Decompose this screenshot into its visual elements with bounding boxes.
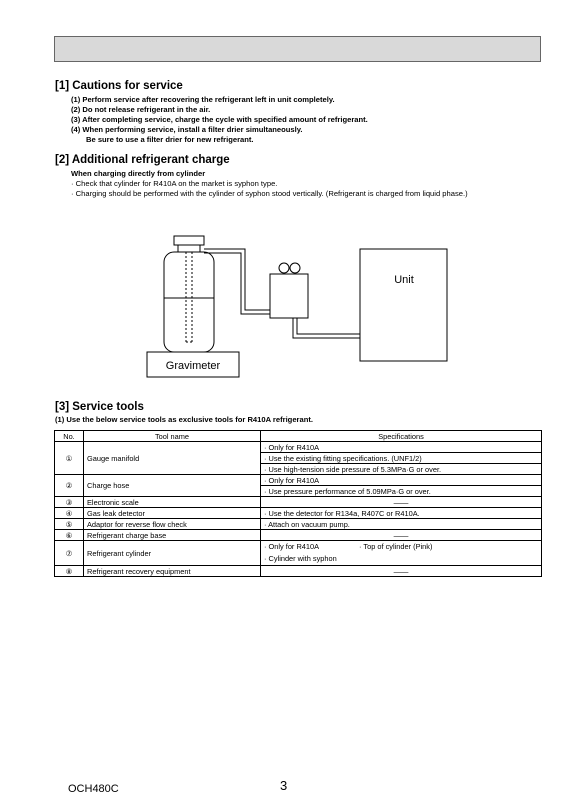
caution-item: Be sure to use a filter drier for new refrigerant. [86, 135, 254, 144]
table-row [55, 497, 542, 508]
section2-subtitle: When charging directly from cylinder [71, 169, 206, 178]
gravimeter-label: Gravimeter [165, 360, 221, 372]
row-tool-name: Adaptor for reverse flow check [84, 519, 261, 530]
refrigerant-cylinder [164, 252, 214, 352]
caution-item: (1) Perform service after recovering the refrigerant left in unit completely. [71, 95, 335, 104]
gauge-manifold [270, 274, 308, 318]
section2-note: · Check that cylinder for R410A on the market is syphon type. [71, 179, 278, 188]
unit-pipe [297, 318, 360, 334]
table-row [55, 541, 542, 566]
cylinder-cap [174, 236, 204, 245]
row-no: ⑦ [55, 541, 84, 566]
unit-label: Unit [394, 274, 414, 286]
row-spec: —— [261, 530, 542, 541]
row-spec: —— [261, 497, 542, 508]
caution-item: (3) After completing service, charge the cycle with specified amount of refrigerant. [71, 115, 368, 124]
row-spec: · Use pressure performance of 5.09MPa·G or over. [261, 486, 542, 497]
row-spec: · Use the detector for R134a, R407C or R410A. [261, 508, 542, 519]
row-no: ④ [55, 508, 84, 519]
row-no: ③ [55, 497, 84, 508]
section3-title: [3] Service tools [55, 401, 144, 413]
table-row [55, 475, 542, 486]
row-no: ⑤ [55, 519, 84, 530]
row-no: ⑧ [55, 566, 84, 577]
table-header-row [55, 431, 542, 442]
row-spec: · Only for R410A [264, 542, 320, 551]
service-tools-table [54, 430, 542, 577]
section3-subtitle: (1) Use the below service tools as exclusive tools for R410A refrigerant. [55, 415, 313, 424]
table-row [55, 519, 542, 530]
row-tool-name: Charge hose [84, 475, 261, 497]
row-spec: · Top of cylinder (Pink) [359, 542, 433, 551]
row-tool-name: Refrigerant charge base [84, 530, 261, 541]
caution-item: (4) When performing service, install a filter drier simultaneously. [71, 125, 303, 134]
col-header-no: No. [55, 431, 84, 442]
row-spec: · Only for R410A [261, 442, 542, 453]
row-no: ⑥ [55, 530, 84, 541]
row-tool-name: Refrigerant cylinder [84, 541, 261, 566]
row-tool-name: Refrigerant recovery equipment [84, 566, 261, 577]
col-header-tool-name: Tool name [84, 431, 261, 442]
row-tool-name: Electronic scale [84, 497, 261, 508]
row-spec: · Only for R410A [261, 475, 542, 486]
row-no: ① [55, 442, 84, 475]
table-row [55, 442, 542, 453]
gauge-icon [290, 263, 300, 273]
row-spec: · Use the existing fitting specifications. (UNF1/2) [261, 453, 542, 464]
cylinder-valve [178, 245, 200, 252]
outdoor-unit-box [360, 249, 447, 361]
row-tool-name: Gauge manifold [84, 442, 261, 475]
row-spec: · Use high-tension side pressure of 5.3MPa·G or over. [261, 464, 542, 475]
gauge-icon [279, 263, 289, 273]
table-row [55, 530, 542, 541]
col-header-specifications: Specifications [261, 431, 542, 442]
row-spec-group [261, 541, 542, 566]
page-number: 3 [280, 778, 288, 793]
row-no: ② [55, 475, 84, 497]
section2-note: · Charging should be performed with the cylinder of syphon stood vertically. (Refrigerant is charged from liquid phase.) [71, 189, 468, 198]
row-tool-name: Gas leak detector [84, 508, 261, 519]
model-code: OCH480C [68, 783, 119, 795]
caution-item: (2) Do not release refrigerant in the air. [71, 105, 211, 114]
section1-title: [1] Cautions for service [55, 80, 183, 92]
row-spec: —— [261, 566, 542, 577]
table-row [55, 508, 542, 519]
section2-title: [2] Additional refrigerant charge [55, 154, 230, 166]
row-spec: · Attach on vacuum pump. [261, 519, 542, 530]
charging-diagram [0, 0, 569, 400]
table-row [55, 566, 542, 577]
row-spec: · Cylinder with syphon [264, 554, 337, 563]
